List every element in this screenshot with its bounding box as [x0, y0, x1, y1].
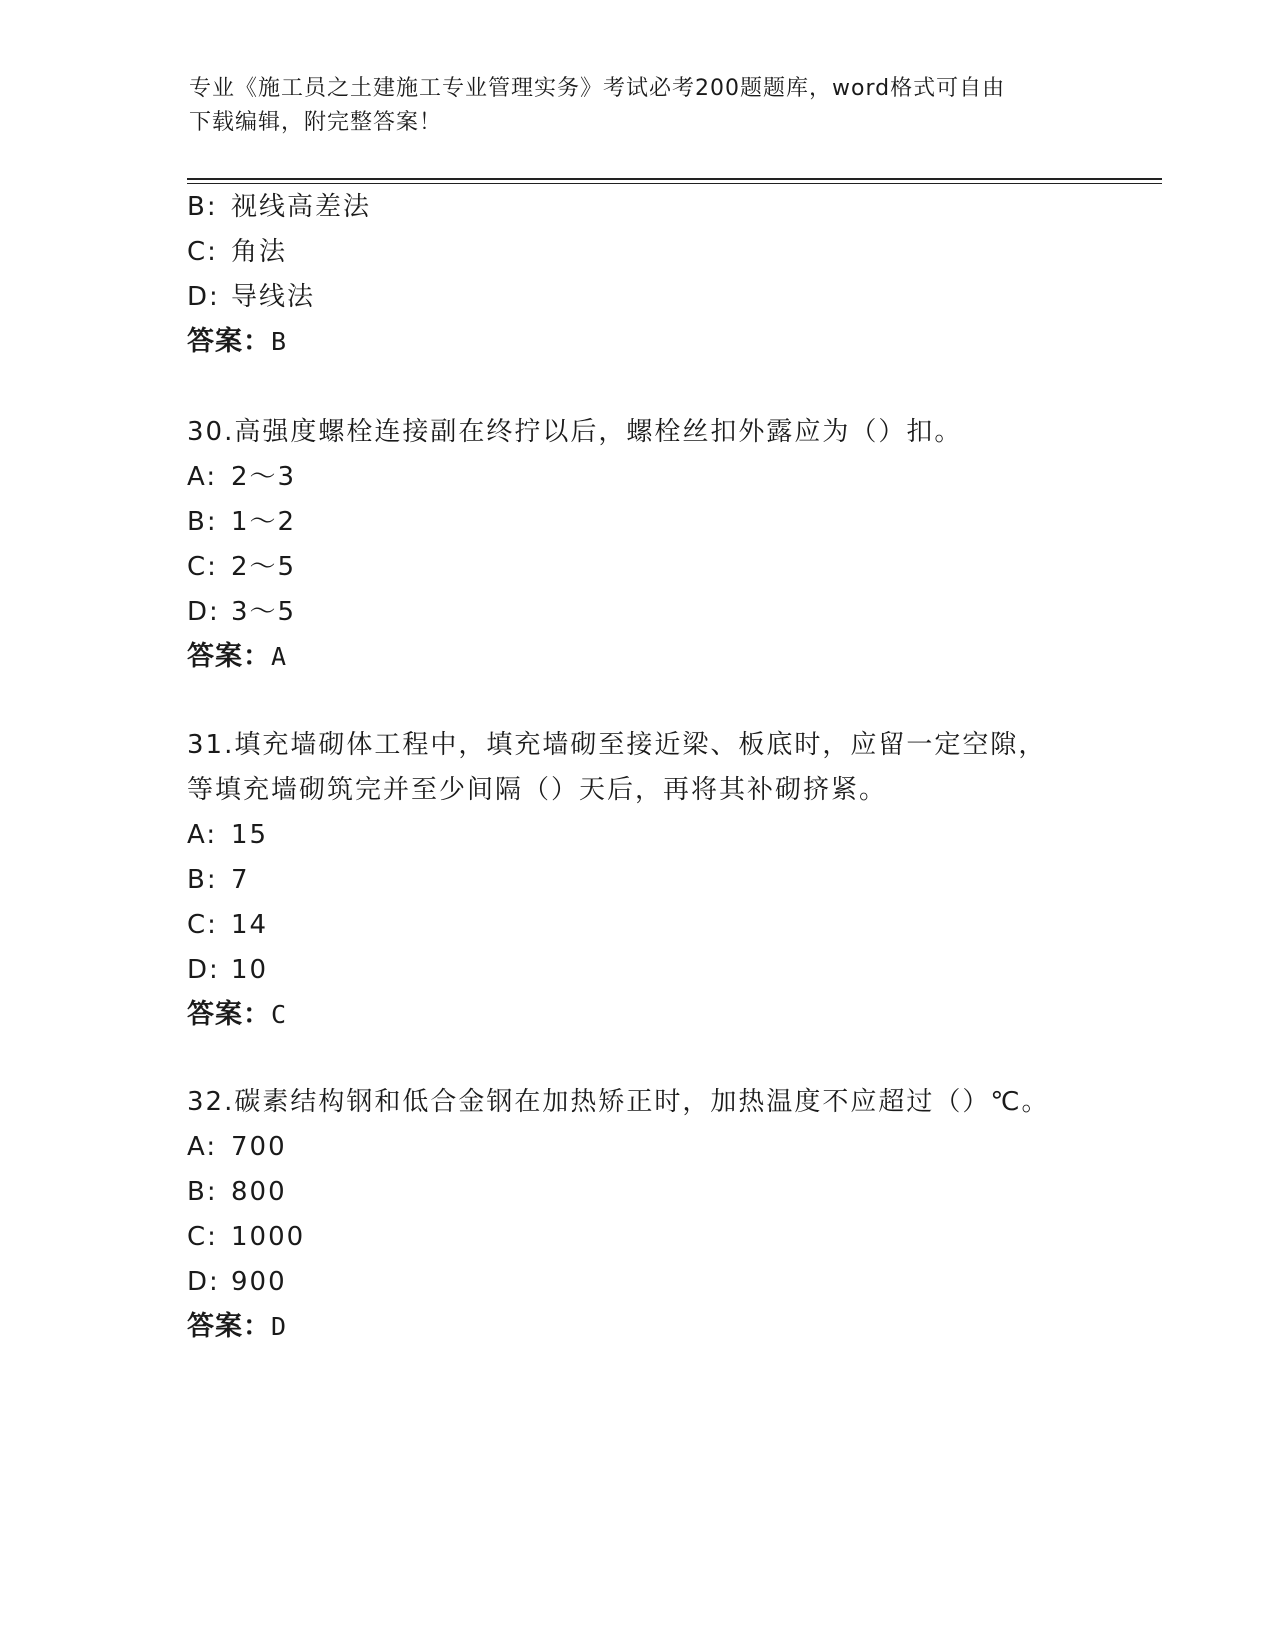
option-text: 1000	[231, 1222, 306, 1252]
answer-label: 答案：	[187, 999, 271, 1030]
option-label: D:	[187, 1267, 220, 1297]
question-32-answer	[187, 1310, 287, 1344]
answer-label: 答案：	[187, 326, 271, 357]
prev-option-c	[187, 235, 287, 269]
option-label: B:	[187, 865, 218, 895]
question-31-stem-line-1: 31.填充墙砌体工程中，填充墙砌至接近梁、板底时，应留一定空隙，	[187, 730, 1047, 760]
question-30-option-a	[187, 460, 296, 494]
question-31-option-a	[187, 818, 268, 852]
question-32-option-a	[187, 1130, 287, 1164]
answer-value: B	[271, 327, 288, 356]
header-rule-thin	[187, 183, 1162, 184]
option-text: 14	[231, 910, 269, 940]
question-30-option-c	[187, 550, 296, 584]
question-32-option-c	[187, 1220, 305, 1254]
question-32-option-d	[187, 1265, 287, 1299]
option-text: 视线高差法	[231, 192, 372, 222]
option-text: 15	[231, 820, 269, 850]
question-32-option-b	[187, 1175, 287, 1209]
prev-option-b	[187, 190, 371, 224]
option-label: C:	[187, 552, 218, 582]
question-30-option-d	[187, 595, 296, 629]
prev-option-d	[187, 280, 315, 314]
question-31-stem-line-2: 等填充墙砌筑完并至少间隔（）天后，再将其补砌挤紧。	[187, 775, 888, 805]
option-label: C:	[187, 1222, 218, 1252]
question-30-answer	[187, 640, 287, 674]
header-line-2: 下载编辑，附完整答案！	[189, 110, 443, 135]
option-text: 800	[231, 1177, 287, 1207]
option-text: 2～3	[231, 462, 297, 492]
option-text: 700	[231, 1132, 287, 1162]
option-label: D:	[187, 955, 220, 985]
option-text: 3～5	[231, 597, 297, 627]
option-label: D:	[187, 282, 220, 312]
question-30-option-b	[187, 505, 296, 539]
option-text: 7	[231, 865, 250, 895]
answer-value: A	[271, 642, 288, 671]
option-label: D:	[187, 597, 220, 627]
option-text: 1～2	[231, 507, 297, 537]
option-label: A:	[187, 462, 218, 492]
option-label: B:	[187, 192, 218, 222]
prev-answer	[187, 325, 287, 359]
option-text: 角法	[231, 237, 288, 267]
question-30-stem: 30.高强度螺栓连接副在终拧以后，螺栓丝扣外露应为（）扣。	[187, 417, 963, 447]
option-label: C:	[187, 910, 218, 940]
option-text: 导线法	[231, 282, 316, 312]
option-label: C:	[187, 237, 218, 267]
option-label: B:	[187, 1177, 218, 1207]
option-text: 10	[231, 955, 269, 985]
question-31-answer	[187, 998, 287, 1032]
option-label: A:	[187, 1132, 218, 1162]
question-31-option-b	[187, 863, 250, 897]
question-32-stem: 32.碳素结构钢和低合金钢在加热矫正时，加热温度不应超过（）℃。	[187, 1087, 1050, 1117]
header-rule-thick	[187, 178, 1162, 180]
answer-value: D	[271, 1312, 288, 1341]
option-text: 900	[231, 1267, 287, 1297]
answer-value: C	[271, 1000, 288, 1029]
answer-label: 答案：	[187, 641, 271, 672]
header-line-1: 专业《施工员之土建施工专业管理实务》考试必考200题题库，word格式可自由	[189, 76, 1006, 101]
answer-label: 答案：	[187, 1311, 271, 1342]
option-text: 2～5	[231, 552, 297, 582]
document-header	[189, 72, 1089, 140]
option-label: B:	[187, 507, 218, 537]
question-31-option-d	[187, 953, 268, 987]
question-31-option-c	[187, 908, 268, 942]
option-label: A:	[187, 820, 218, 850]
